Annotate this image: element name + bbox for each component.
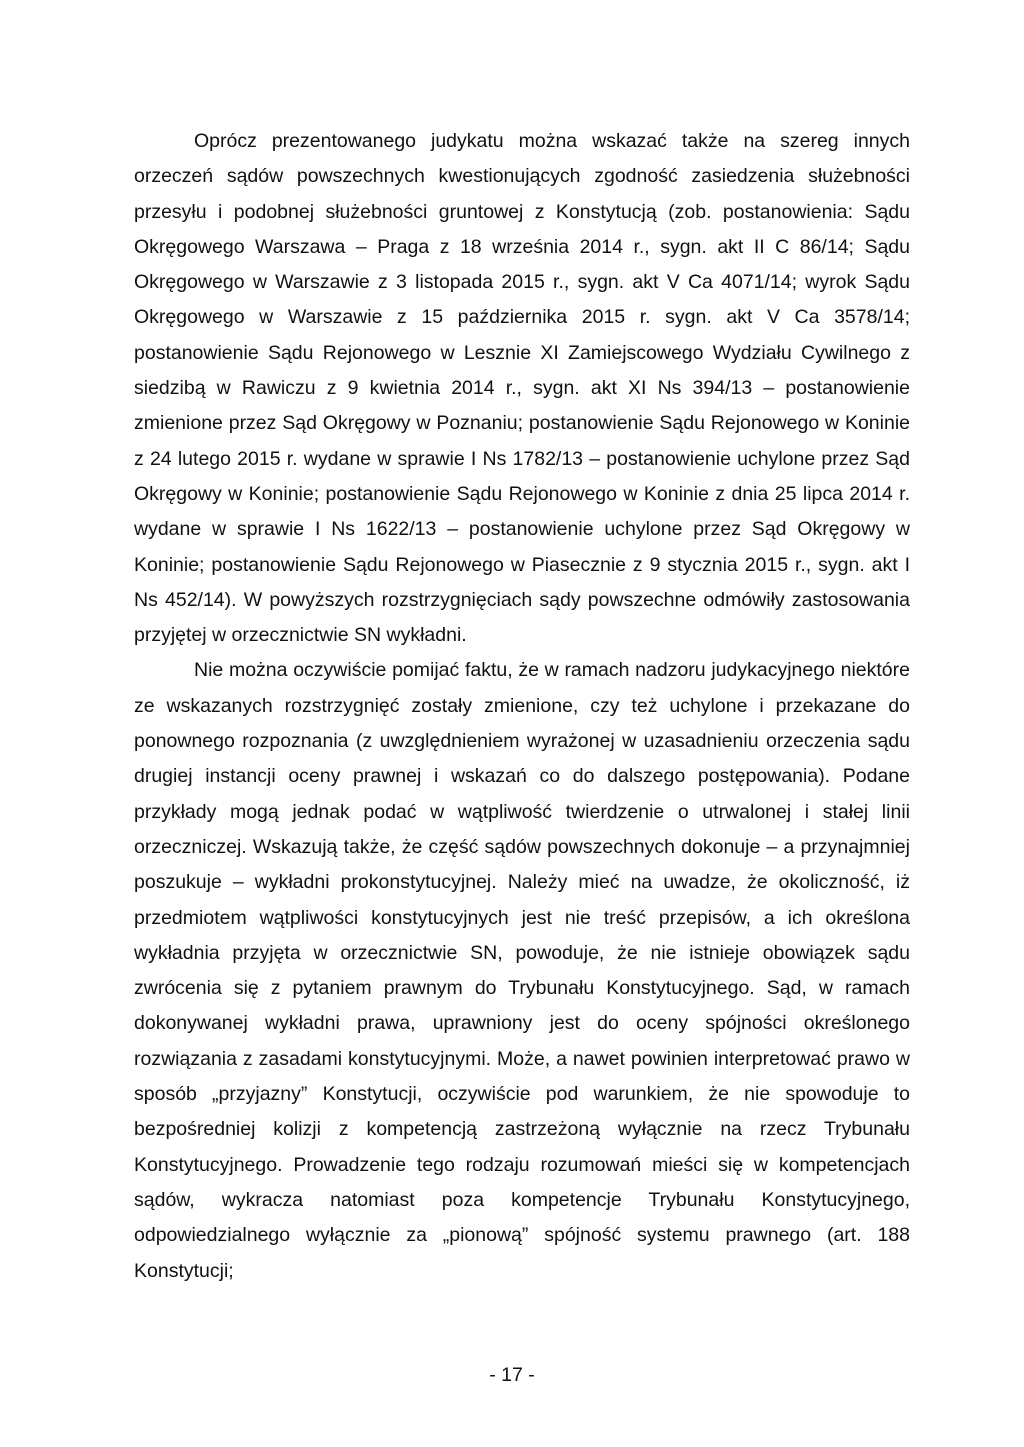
page-number: - 17 - xyxy=(489,1364,535,1386)
paragraph-1: Oprócz prezentowanego judykatu można wskazać także na szereg innych orzeczeń sądów powszechnych kwestionujących zgodność zasiedzenia służebności przesyłu i podobnej służebności gruntowej z Konstytucją (zob. postanowienia: Sądu Okręgowego Warszawa – Praga z 18 września 2014 r., sygn. akt II C 86/14; Sądu Okręgowego w Warszawie z 3 listopada 2015 r., sygn. akt V Ca 4071/14; wyrok Sądu Okręgowego w Warszawie z 15 października 2015 r. sygn. akt V Ca 3578/14; postanowienie Sądu Rejonowego w Lesznie XI Zamiejscowego Wydziału Cywilnego z siedzibą w Rawiczu z 9 kwietnia 2014 r., sygn. akt XI Ns 394/13 – postanowienie zmienione przez Sąd Okręgowy w Poznaniu; postanowienie Sądu Rejonowego w Koninie z 24 lutego 2015 r. wydane w sprawie I Ns 1782/13 – postanowienie uchylone przez Sąd Okręgowy w Koninie; postanowienie Sądu Rejonowego w Koninie z dnia 25 lipca 2014 r. wydane w sprawie I Ns 1622/13 – postanowienie uchylone przez Sąd Okręgowy w Koninie; postanowienie Sądu Rejonowego w Piasecznie z 9 stycznia 2015 r., sygn. akt I Ns 452/14). W powyższych rozstrzygnięciach sądy powszechne odmówiły zastosowania przyjętej w orzecznictwie SN wykładni. xyxy=(134,130,910,647)
document-body xyxy=(134,124,910,1289)
paragraph-2: Nie można oczywiście pomijać faktu, że w ramach nadzoru judykacyjnego niektóre ze wskazanych rozstrzygnięć zostały zmienione, czy też uchylone i przekazane do ponownego rozpoznania (z uwzględnieniem wyrażonej w uzasadnieniu orzeczenia sądu drugiej instancji oceny prawnej i wskazań co do dalszego postępowania). Podane przykłady mogą jednak podać w wątpliwość twierdzenie o utrwalonej i stałej linii orzeczniczej. Wskazują także, że część sądów powszechnych dokonuje – a przynajmniej poszukuje – wykładni prokonstytucyjnej. Należy mieć na uwadze, że okoliczność, iż przedmiotem wątpliwości konstytucyjnych jest nie treść przepisów, a ich określona wykładnia przyjęta w orzecznictwie SN, powoduje, że nie istnieje obowiązek sądu zwrócenia się z pytaniem prawnym do Trybunału Konstytucyjnego. Sąd, w ramach dokonywanej wykładni prawa, uprawniony jest do oceny spójności określonego rozwiązania z zasadami konstytucyjnymi. Może, a nawet powinien interpretować prawo w sposób „przyjazny” Konstytucji, oczywiście pod warunkiem, że nie spowoduje to bezpośredniej kolizji z kompetencją zastrzeżoną wyłącznie na rzecz Trybunału Konstytucyjnego. Prowadzenie tego rodzaju rozumowań mieści się w kompetencjach sądów, wykracza natomiast poza kompetencje Trybunału Konstytucyjnego, odpowiedzialnego wyłącznie za „pionową” spójność systemu prawnego (art. 188 Konstytucji; xyxy=(134,659,910,1282)
